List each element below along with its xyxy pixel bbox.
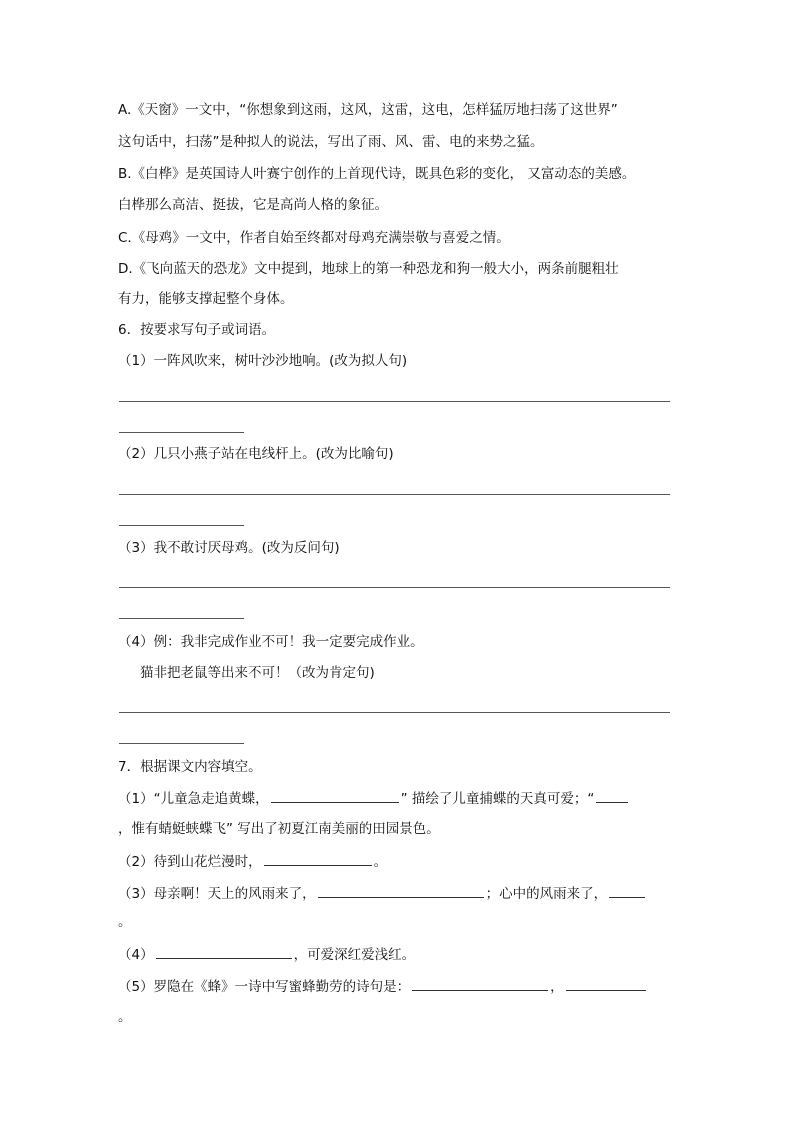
q6-item3: （3）我不敢讨厌母鸡。(改为反问句) xyxy=(118,540,340,556)
q6-title: 6．按要求写句子或词语。 xyxy=(118,322,276,338)
q6-item3-answer-line[interactable] xyxy=(119,587,670,588)
q7-item5-blank1[interactable] xyxy=(412,976,548,991)
q5-option-d-line2: 有力，能够支撑起整个身体。 xyxy=(118,291,294,307)
q6-item1-answer-line[interactable] xyxy=(119,401,670,402)
q7-item4-text-a: （4） xyxy=(118,947,154,963)
q7-item3 xyxy=(118,883,647,904)
q7-item3-text-b: ；心中的风雨来了， xyxy=(485,886,608,902)
q7-item3-blank1[interactable] xyxy=(318,883,484,898)
q7-item4 xyxy=(118,944,415,965)
q7-item1-blank1[interactable] xyxy=(271,788,399,803)
q6-item1: （1）一阵风吹来，树叶沙沙地响。(改为拟人句) xyxy=(118,353,408,369)
q7-item1-text-a: （1）“儿童急走追黄蝶， xyxy=(118,791,269,807)
q7-item5-blank2[interactable] xyxy=(566,976,646,991)
q5-option-c: C.《母鸡》一文中，作者自始至终都对母鸡充满崇敬与喜爱之情。 xyxy=(118,230,510,246)
q7-item1-blank2[interactable] xyxy=(596,788,628,803)
q6-item2-answer-line[interactable] xyxy=(119,494,670,495)
q7-item5 xyxy=(118,976,648,997)
q6-item1-answer-line-cont[interactable] xyxy=(119,432,244,433)
q7-item1 xyxy=(118,788,630,809)
q7-item5-text-b: ， xyxy=(550,979,564,995)
q7-title: 7．根据课文内容填空。 xyxy=(118,759,262,775)
q6-item2: （2）几只小燕子站在电线杆上。(改为比喻句) xyxy=(118,446,394,462)
q6-item4-example: （4）例：我非完成作业不可！我一定要完成作业。 xyxy=(118,634,424,650)
q7-item2-text-a: （2）待到山花烂漫时， xyxy=(118,854,262,870)
q6-item4-answer-line-cont[interactable] xyxy=(119,743,244,744)
q7-item3-text-a: （3）母亲啊！天上的风雨来了， xyxy=(118,886,316,902)
q7-item2 xyxy=(118,851,387,872)
q6-item3-answer-line-cont[interactable] xyxy=(119,618,244,619)
q7-item4-text-b: ，可爱深红爱浅红。 xyxy=(293,947,416,963)
q6-item2-answer-line-cont[interactable] xyxy=(119,525,244,526)
q6-item4-answer-line[interactable] xyxy=(119,712,670,713)
q6-item4-task: 猫非把老鼠等出来不可！（改为肯定句) xyxy=(140,665,375,681)
q7-item5-text-a: （5）罗隐在《蜂》一诗中写蜜蜂勤劳的诗句是： xyxy=(118,979,411,995)
q7-item2-text-b: 。 xyxy=(373,854,388,870)
q7-item4-blank[interactable] xyxy=(156,944,292,959)
q7-item3-blank2[interactable] xyxy=(609,883,645,898)
q7-item1-line2: ，惟有蜻蜓蛱蝶飞” 写出了初夏江南美丽的田园景色。 xyxy=(118,821,440,837)
q7-item1-text-b: ” 描绘了儿童捕蝶的天真可爱；“ xyxy=(400,791,595,807)
q5-option-a-line2: 这句话中，扫荡”是种拟人的说法，写出了雨、风、雷、电的来势之猛。 xyxy=(118,134,544,150)
q7-item3-end: 。 xyxy=(118,914,132,930)
q7-item2-blank[interactable] xyxy=(264,851,372,866)
q7-item5-end: 。 xyxy=(118,1009,132,1025)
q5-option-b-line1: B.《白桦》是英国诗人叶赛宁创作的上首现代诗，既具色彩的变化， 又富动态的美感。 xyxy=(118,166,636,182)
q5-option-b-line2: 白桦那么高洁、挺拔，它是高尚人格的象征。 xyxy=(118,197,388,213)
q5-option-a-line1: A.《天窗》一文中，“你想象到这雨，这风，这雷，这电，怎样猛厉地扫荡了这世界” xyxy=(118,102,618,118)
q5-option-d-line1: D.《飞向蓝天的恐龙》文中提到，地球上的第一种恐龙和狗一般大小，两条前腿粗壮 xyxy=(118,261,619,277)
